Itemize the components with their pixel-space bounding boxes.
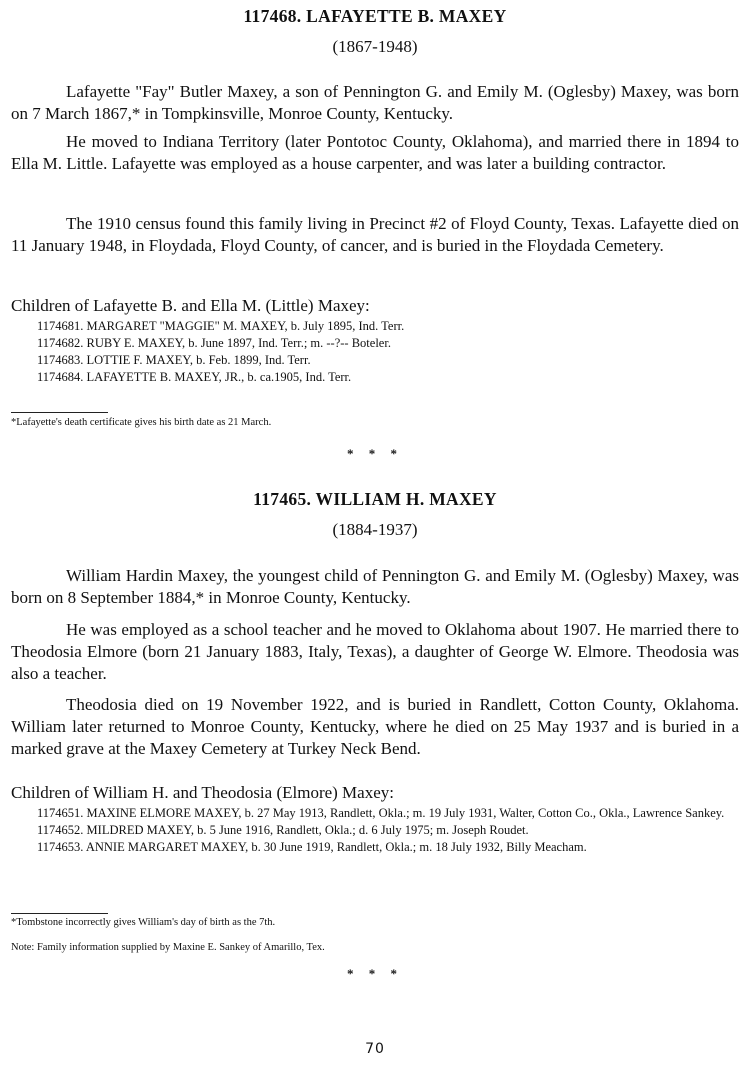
list-item: 1174682. RUBY E. MAXEY, b. June 1897, Ind. Terr.; m. --?-- Boteler.	[37, 336, 391, 350]
children-list	[0, 805, 750, 856]
footnote-rule	[11, 913, 108, 914]
paragraph: He moved to Indiana Territory (later Pontotoc County, Oklahoma), and married there in 1894 to Ella M. Little. Lafayette was employed as a house carpenter, and was later a building contractor.	[11, 132, 739, 173]
list-item: 1174652. MILDRED MAXEY, b. 5 June 1916, Randlett, Okla.; d. 6 July 1975; m. Joseph Roudet.	[37, 823, 529, 837]
paragraph: Lafayette "Fay" Butler Maxey, a son of Pennington G. and Emily M. (Oglesby) Maxey, was born on 7 March 1867,* in Tompkinsville, Monroe County, Kentucky.	[11, 82, 739, 123]
list-item: 1174681. MARGARET "MAGGIE" M. MAXEY, b. July 1895, Ind. Terr.	[37, 319, 405, 333]
footnote-rule	[11, 412, 108, 413]
section-title-william: 117465. WILLIAM H. MAXEY	[253, 489, 497, 509]
children-heading: Children of Lafayette B. and Ella M. (Little) Maxey:	[11, 296, 370, 315]
children-list	[0, 318, 750, 386]
paragraph: William Hardin Maxey, the youngest child of Pennington G. and Emily M. (Oglesby) Maxey, was born on 8 September 1884,* in Monroe County, Kentucky.	[11, 566, 739, 607]
paragraph: Theodosia died on 19 November 1922, and is buried in Randlett, Cotton County, Oklahoma. William later returned to Monroe County, Kentucky, where he died on 25 May 1937 and is buried in a marked grave at the Maxey Cemetery at Turkey Neck Bend.	[11, 695, 739, 758]
list-item: 1174684. LAFAYETTE B. MAXEY, JR., b. ca.1905, Ind. Terr.	[37, 370, 352, 384]
list-item: 1174683. LOTTIE F. MAXEY, b. Feb. 1899, Ind. Terr.	[37, 353, 311, 367]
list-item: 1174651. MAXINE ELMORE MAXEY, b. 27 May 1913, Randlett, Okla.; m. 19 July 1931, Walter, Cotton Co., Okla., Lawrence Sankey.	[37, 806, 725, 820]
page-number: 70	[365, 1041, 385, 1057]
section-separator: * * *	[347, 966, 403, 981]
source-note: Note: Family information supplied by Maxine E. Sankey of Amarillo, Tex.	[11, 942, 325, 953]
section-dates-lafayette: (1867-1948)	[332, 37, 418, 56]
section-title-lafayette: 117468. LAFAYETTE B. MAXEY	[243, 6, 507, 26]
section-dates-william: (1884-1937)	[332, 520, 418, 539]
paragraph: The 1910 census found this family living in Precinct #2 of Floyd County, Texas. Lafayette died on 11 January 1948, in Floydada, Floyd County, of cancer, and is buried in the Floydada Cemetery.	[11, 214, 739, 255]
footnote: *Tombstone incorrectly gives William's day of birth as the 7th.	[11, 917, 276, 928]
section-separator: * * *	[347, 446, 403, 461]
footnote: *Lafayette's death certificate gives his birth date as 21 March.	[11, 417, 272, 428]
paragraph: He was employed as a school teacher and he moved to Oklahoma about 1907. He married there to Theodosia Elmore (born 21 January 1883, Italy, Texas), a daughter of George W. Elmore. Theodosia was also a teacher.	[11, 620, 739, 683]
children-heading: Children of William H. and Theodosia (Elmore) Maxey:	[11, 783, 394, 802]
list-item: 1174653. ANNIE MARGARET MAXEY, b. 30 June 1919, Randlett, Okla.; m. 18 July 1932, Billy Meacham.	[37, 840, 587, 854]
